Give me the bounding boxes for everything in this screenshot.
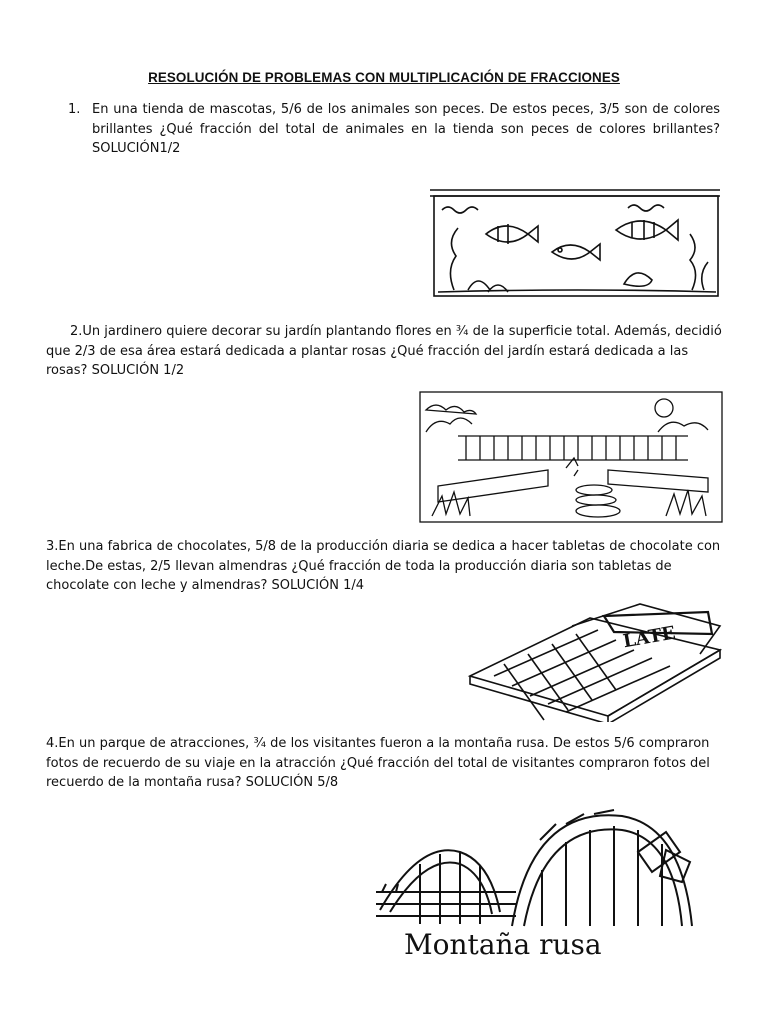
problem-4-solution: SOLUCIÓN 5/8 bbox=[245, 775, 339, 790]
problem-2 bbox=[46, 322, 722, 381]
problem-3-text: 3.En una fabrica de chocolates, 5/8 de la producción diaria se dedica a hacer tabletas de chocolate con leche.De estas, 2/5 llevan almendras ¿Qué fracción de toda la producción diaria son tabletas de chocolate con leche y almendras? bbox=[46, 539, 721, 593]
page-title: RESOLUCIÓN DE PROBLEMAS CON MULTIPLICACIÓN DE FRACCIONES bbox=[148, 70, 620, 85]
garden-illustration bbox=[418, 390, 724, 524]
problem-2-solution: SOLUCIÓN 1/2 bbox=[91, 363, 185, 378]
aquarium-illustration bbox=[428, 186, 724, 300]
roller-coaster-caption: Montaña rusa bbox=[404, 928, 602, 960]
problem-4 bbox=[46, 734, 722, 793]
problem-3 bbox=[46, 537, 722, 596]
problem-2-text: 2.Un jardinero quiere decorar su jardín plantando flores en ¾ de la superficie total. Además, decidió que 2/3 de esa área estará dedicada a plantar rosas ¿Qué fracción del jardín estará dedicada a las rosas? bbox=[46, 324, 722, 378]
problem-1-body bbox=[92, 100, 720, 159]
chocolate-bar-illustration bbox=[464, 602, 722, 722]
roller-coaster-illustration bbox=[370, 800, 722, 960]
problem-1 bbox=[68, 100, 720, 159]
problem-1-solution: SOLUCIÓN1/2 bbox=[92, 141, 181, 156]
chocolate-wrapper-label: LATE bbox=[621, 622, 678, 653]
problem-4-text: 4.En un parque de atracciones, ¾ de los visitantes fueron a la montaña rusa. De estos 5/6 compraron fotos de recuerdo de su viaje en la atracción ¿Qué fracción del total de visitantes compraron fotos del recuerdo de la montaña rusa? bbox=[46, 736, 710, 790]
problem-1-text: En una tienda de mascotas, 5/6 de los animales son peces. De estos peces, 3/5 son de colores brillantes ¿Qué fracción del total de animales en la tienda son peces de colores brillantes? bbox=[92, 102, 720, 137]
problem-1-number: 1. bbox=[68, 102, 81, 117]
problem-3-solution: SOLUCIÓN 1/4 bbox=[271, 578, 365, 593]
